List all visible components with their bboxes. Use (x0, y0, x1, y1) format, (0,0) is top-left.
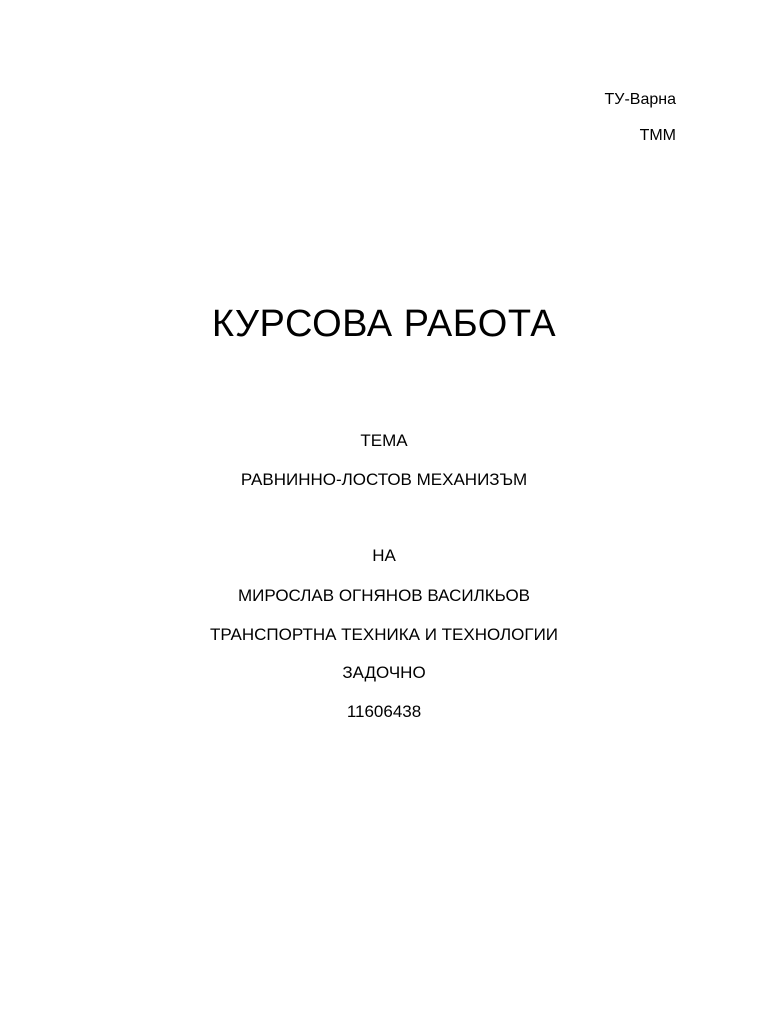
topic-value: РАВНИННО-ЛОСТОВ МЕХАНИЗЪМ (240, 470, 528, 489)
document-title: КУРСОВА РАБОТА (211, 303, 557, 345)
faculty-number: 11606438 (346, 702, 422, 721)
topic-label: ТЕМА (360, 431, 408, 450)
department-name: ТММ (639, 127, 676, 144)
specialty: ТРАНСПОРТНА ТЕХНИКА И ТЕХНОЛОГИИ (209, 625, 559, 644)
author-name: МИРОСЛАВ ОГНЯНОВ ВАСИЛКЬОВ (237, 586, 531, 605)
study-form: ЗАДОЧНО (342, 663, 426, 682)
institution-name: ТУ-Варна (604, 91, 676, 108)
author-label: НА (372, 546, 396, 565)
